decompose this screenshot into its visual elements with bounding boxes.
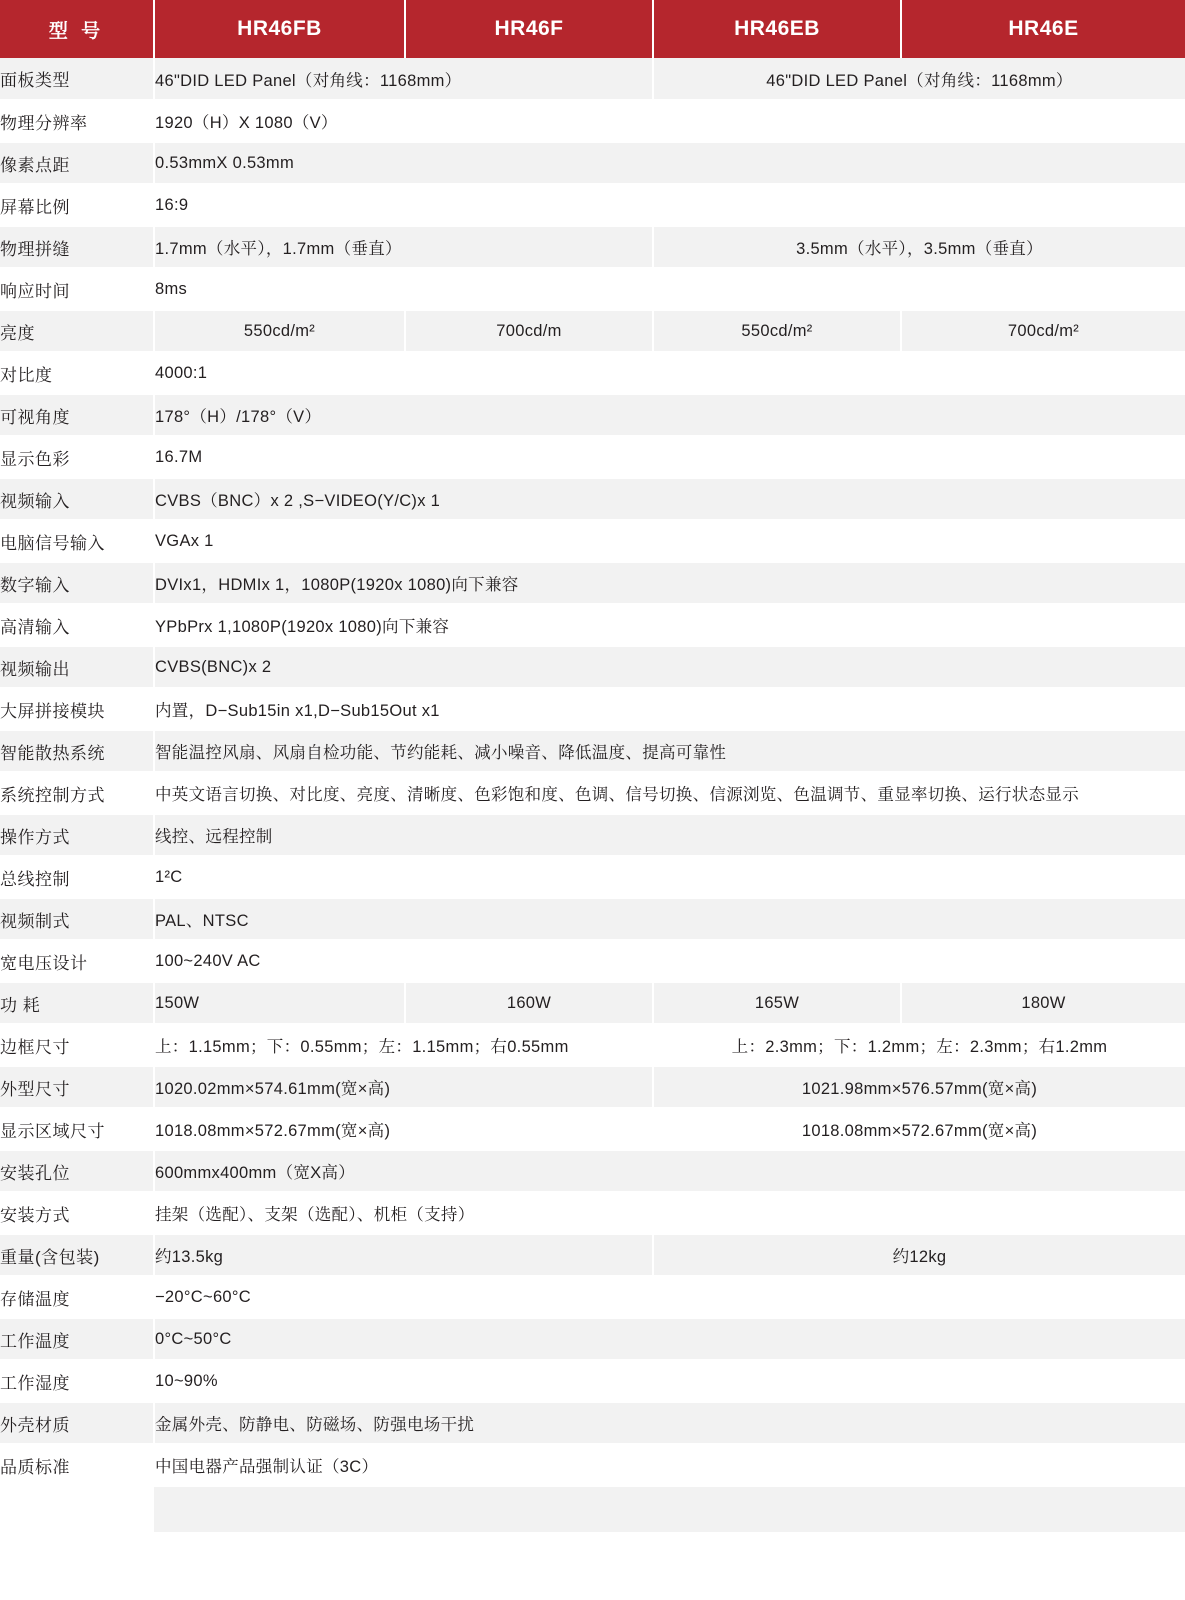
- table-row: [0, 1234, 1185, 1276]
- row-value: 3.5mm（水平），3.5mm（垂直）: [653, 226, 1185, 268]
- table-row: [0, 310, 1185, 352]
- table-row: [0, 100, 1185, 142]
- table-row: [0, 730, 1185, 772]
- row-value: 金属外壳、防静电、防磁场、防强电场干扰: [154, 1402, 1185, 1444]
- row-label: 可视角度: [0, 394, 154, 436]
- row-label: 电脑信号输入: [0, 520, 154, 562]
- row-value: 0°C~50°C: [154, 1318, 1185, 1360]
- row-label: 工作温度: [0, 1318, 154, 1360]
- footer-filler-row: [0, 1486, 1185, 1532]
- row-value: 4000:1: [154, 352, 1185, 394]
- row-label: 总线控制: [0, 856, 154, 898]
- row-value: 700cd/m²: [901, 310, 1185, 352]
- row-value: 挂架（选配）、支架（选配）、机柜（支持）: [154, 1192, 1185, 1234]
- table-row: [0, 1066, 1185, 1108]
- table-row: [0, 562, 1185, 604]
- table-row: [0, 436, 1185, 478]
- row-label: 显示区域尺寸: [0, 1108, 154, 1150]
- table-row: [0, 982, 1185, 1024]
- table-body: [0, 58, 1185, 1486]
- row-label: 像素点距: [0, 142, 154, 184]
- row-value: VGAx 1: [154, 520, 1185, 562]
- row-label: 安装方式: [0, 1192, 154, 1234]
- row-value: 10~90%: [154, 1360, 1185, 1402]
- row-label: 显示色彩: [0, 436, 154, 478]
- header-model-label: 型 号: [0, 0, 154, 58]
- row-label: 重量(含包装): [0, 1234, 154, 1276]
- row-value: YPbPrx 1,1080P(1920x 1080)向下兼容: [154, 604, 1185, 646]
- table-row: [0, 478, 1185, 520]
- table-row: [0, 1444, 1185, 1486]
- row-label: 屏幕比例: [0, 184, 154, 226]
- footer-filler-right: [154, 1486, 1185, 1532]
- row-value: 100~240V AC: [154, 940, 1185, 982]
- row-label: 响应时间: [0, 268, 154, 310]
- row-value: 内置，D−Sub15in x1,D−Sub15Out x1: [154, 688, 1185, 730]
- row-value: 550cd/m²: [653, 310, 901, 352]
- row-value: 1920（H）X 1080（V）: [154, 100, 1185, 142]
- row-value: 1021.98mm×576.57mm(宽×高): [653, 1066, 1185, 1108]
- row-value: 上：2.3mm；下：1.2mm；左：2.3mm；右1.2mm: [653, 1024, 1185, 1066]
- table-row: [0, 814, 1185, 856]
- table-row: [0, 142, 1185, 184]
- row-value: 550cd/m²: [154, 310, 405, 352]
- row-value: 1²C: [154, 856, 1185, 898]
- row-value: 150W: [154, 982, 405, 1024]
- table-row: [0, 1360, 1185, 1402]
- row-label: 品质标准: [0, 1444, 154, 1486]
- footer-filler-left: [0, 1486, 154, 1532]
- table-row: [0, 1150, 1185, 1192]
- table-row: [0, 394, 1185, 436]
- row-label: 物理分辨率: [0, 100, 154, 142]
- row-value: 8ms: [154, 268, 1185, 310]
- header-model-1: HR46FB: [154, 0, 405, 58]
- row-value: CVBS（BNC）x 2 ,S−VIDEO(Y/C)x 1: [154, 478, 1185, 520]
- table-row: [0, 604, 1185, 646]
- row-label: 工作湿度: [0, 1360, 154, 1402]
- table-header: [0, 0, 1185, 58]
- row-value: 16.7M: [154, 436, 1185, 478]
- row-value: 46"DID LED Panel（对角线：1168mm）: [653, 58, 1185, 100]
- row-value: 中国电器产品强制认证（3C）: [154, 1444, 1185, 1486]
- table-row: [0, 772, 1185, 814]
- table-row: [0, 856, 1185, 898]
- row-label: 功 耗: [0, 982, 154, 1024]
- row-value: 1018.08mm×572.67mm(宽×高): [653, 1108, 1185, 1150]
- row-value: 180W: [901, 982, 1185, 1024]
- table-row: [0, 1108, 1185, 1150]
- table-row: [0, 688, 1185, 730]
- table-row: [0, 1318, 1185, 1360]
- row-value: 1.7mm（水平），1.7mm（垂直）: [154, 226, 653, 268]
- row-value: −20°C~60°C: [154, 1276, 1185, 1318]
- table-row: [0, 1024, 1185, 1066]
- table-row: [0, 1192, 1185, 1234]
- row-value: 约13.5kg: [154, 1234, 653, 1276]
- row-label: 视频输出: [0, 646, 154, 688]
- row-label: 物理拼缝: [0, 226, 154, 268]
- row-label: 存储温度: [0, 1276, 154, 1318]
- row-value: 中英文语言切换、对比度、亮度、清晰度、色彩饱和度、色调、信号切换、信源浏览、色温调节、重显率切换、运行状态显示: [154, 772, 1185, 814]
- row-value: 上：1.15mm；下：0.55mm；左：1.15mm；右0.55mm: [154, 1024, 653, 1066]
- row-label: 智能散热系统: [0, 730, 154, 772]
- row-value: CVBS(BNC)x 2: [154, 646, 1185, 688]
- row-value: 600mmx400mm（宽X高）: [154, 1150, 1185, 1192]
- table-row: [0, 58, 1185, 100]
- row-label: 外壳材质: [0, 1402, 154, 1444]
- row-value: 0.53mmX 0.53mm: [154, 142, 1185, 184]
- row-label: 面板类型: [0, 58, 154, 100]
- row-value: 智能温控风扇、风扇自检功能、节约能耗、减小噪音、降低温度、提高可靠性: [154, 730, 1185, 772]
- row-label: 视频制式: [0, 898, 154, 940]
- table-row: [0, 268, 1185, 310]
- header-model-2: HR46F: [405, 0, 653, 58]
- row-value: 165W: [653, 982, 901, 1024]
- row-value: 16:9: [154, 184, 1185, 226]
- row-value: 1020.02mm×574.61mm(宽×高): [154, 1066, 653, 1108]
- row-value: 1018.08mm×572.67mm(宽×高): [154, 1108, 653, 1150]
- row-label: 大屏拼接模块: [0, 688, 154, 730]
- row-label: 边框尺寸: [0, 1024, 154, 1066]
- row-value: 约12kg: [653, 1234, 1185, 1276]
- row-label: 宽电压设计: [0, 940, 154, 982]
- header-row: [0, 0, 1185, 58]
- row-label: 亮度: [0, 310, 154, 352]
- table-row: [0, 520, 1185, 562]
- table-row: [0, 184, 1185, 226]
- row-value: 160W: [405, 982, 653, 1024]
- row-value: DVIx1，HDMIx 1，1080P(1920x 1080)向下兼容: [154, 562, 1185, 604]
- row-label: 系统控制方式: [0, 772, 154, 814]
- row-label: 安装孔位: [0, 1150, 154, 1192]
- row-value: 46"DID LED Panel（对角线：1168mm）: [154, 58, 653, 100]
- header-model-4: HR46E: [901, 0, 1185, 58]
- row-value: PAL、NTSC: [154, 898, 1185, 940]
- row-value: 700cd/m: [405, 310, 653, 352]
- row-value: 178°（H）/178°（V）: [154, 394, 1185, 436]
- table-row: [0, 352, 1185, 394]
- header-model-3: HR46EB: [653, 0, 901, 58]
- table-row: [0, 940, 1185, 982]
- row-value: 线控、远程控制: [154, 814, 1185, 856]
- table-footer: [0, 1486, 1185, 1532]
- table-row: [0, 1276, 1185, 1318]
- table-row: [0, 898, 1185, 940]
- table-row: [0, 226, 1185, 268]
- row-label: 操作方式: [0, 814, 154, 856]
- row-label: 数字输入: [0, 562, 154, 604]
- row-label: 视频输入: [0, 478, 154, 520]
- row-label: 外型尺寸: [0, 1066, 154, 1108]
- row-label: 对比度: [0, 352, 154, 394]
- table-row: [0, 646, 1185, 688]
- table-row: [0, 1402, 1185, 1444]
- row-label: 高清输入: [0, 604, 154, 646]
